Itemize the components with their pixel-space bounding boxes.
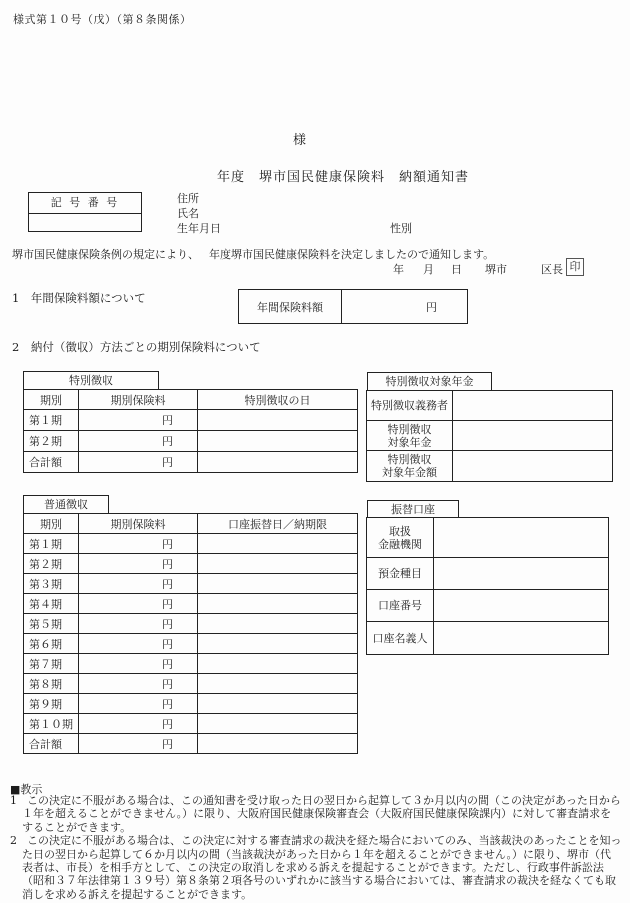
value-cell [434,518,609,558]
period-cell: 第１期 [24,410,79,431]
symbol-number-box [28,192,142,232]
table-row [24,410,358,431]
account-row-label [367,590,434,622]
table-row [24,634,358,654]
table-header-row [24,514,358,534]
city-label: 堺市 [485,263,507,276]
section1-heading: 1 年間保険料額について [12,291,146,305]
ordinary-collection-table [23,513,358,754]
table-row [367,391,613,421]
label-line: 対象年金額 [382,466,437,479]
form-code: 様式第１０号（戊）（第８条関係） [13,13,192,26]
date-cell [198,574,358,594]
amount-cell: 円 [79,534,198,554]
ward-mayor-label: 区長 [541,263,563,276]
transfer-account-table [366,517,609,655]
label-line: 口座番号 [378,599,422,612]
period-cell: 第３期 [24,574,79,594]
value-cell [453,451,613,482]
table-row [239,290,468,324]
col-date: 特別徴収の日 [198,390,358,410]
period-cell: 第２期 [24,431,79,452]
page-title: 年度 堺市国民健康保険料 納額通知書 [217,170,470,185]
symbol-number-label: 記 号 番 号 [29,193,141,214]
value-cell [434,590,609,622]
official-seal-icon: 印 [566,258,584,276]
date-cell [198,431,358,452]
table-row [24,574,358,594]
address-label: 住所 [177,192,199,205]
special-collection-table [23,389,358,473]
col-period: 期別 [24,514,79,534]
pension-tab: 特別徴収対象年金 [367,372,492,391]
date-cell [198,634,358,654]
amount-cell: 円 [79,634,198,654]
year-label: 年 [393,263,404,276]
amount-cell: 円 [79,674,198,694]
annual-premium-value: 円 [342,290,468,324]
amount-cell: 円 [79,431,198,452]
period-cell: 第５期 [24,614,79,634]
amount-cell: 円 [79,594,198,614]
special-collection-tab: 特別徴収 [23,371,159,390]
table-row [24,614,358,634]
instructions-block [10,794,622,901]
date-cell [198,714,358,734]
birthdate-label: 生年月日 [177,222,221,235]
date-cell [198,534,358,554]
date-cell [198,694,358,714]
date-cell [198,614,358,634]
transfer-account-tab: 振替口座 [367,500,459,518]
period-cell: 第４期 [24,594,79,614]
instruction-item [10,794,622,834]
table-row [24,714,358,734]
period-cell: 第８期 [24,674,79,694]
amount-cell: 円 [79,554,198,574]
account-row-label [367,622,434,655]
amount-cell: 円 [79,734,198,754]
table-row [24,594,358,614]
date-cell [198,410,358,431]
col-date: 口座振替日／納期限 [198,514,358,534]
table-row [24,452,358,473]
label-line: 対象年金 [387,435,432,449]
pension-row-label [367,451,453,482]
table-row [24,431,358,452]
table-row [367,622,609,655]
amount-cell: 円 [79,410,198,431]
table-row [24,554,358,574]
table-row [367,518,609,558]
account-row-label [367,558,434,590]
period-cell: 第６期 [24,634,79,654]
value-cell [453,391,613,421]
table-row [367,421,613,451]
col-amount: 期別保険料 [79,514,198,534]
pension-row-label [367,421,453,451]
value-cell [453,421,613,451]
instruction-text: この決定に不服がある場合は、この通知書を受け取った日の翌日から起算して３か月以内の間（この決定があった日から１年を超えることができません。）に限り、大阪府国民健康保険審査会（大阪府国民健康保険課内）に対して審査請求をすることができます。 [22,794,621,834]
period-cell: 第９期 [24,694,79,714]
label-line: 特別徴収義務者 [371,399,448,412]
instruction-number: 1 [10,794,17,807]
table-row [367,590,609,622]
annual-premium-table [238,289,468,324]
col-period: 期別 [24,390,79,410]
amount-cell: 円 [79,694,198,714]
month-label: 月 [423,263,434,276]
amount-cell: 円 [79,574,198,594]
label-line: 特別徴収 [387,422,432,436]
annual-premium-label: 年間保険料額 [239,290,342,324]
period-cell: 第１０期 [24,714,79,734]
label-line: 預金種目 [378,567,422,580]
day-label: 日 [451,263,462,276]
instruction-item [10,834,622,901]
label-line: 特別徴収 [387,453,432,466]
date-cell [198,594,358,614]
instruction-number: 2 [10,834,17,848]
table-row [24,674,358,694]
table-row [367,451,613,482]
table-row [24,694,358,714]
table-row [367,558,609,590]
table-row [24,654,358,674]
name-label: 氏名 [177,207,199,220]
table-row [24,534,358,554]
instruction-text: この決定に不服がある場合は、この決定に対する審査請求の裁決を経た場合においてのみ、当該裁決のあったことを知った日の翌日から起算して６か月以内の間（当該裁決があった日から１年を超えることができません。）に限り、堺市（代表者は、市長）を相手方として、この決定の取消しを求める訴えを提起することができます。ただし、行政事件訴訟法（昭和３７年法律第１３９号）第８条第２項各号のいずれかに該当する場合においては、審査請求の裁決を経なくても取消しを求める訴えを提起することができます。 [22,834,622,901]
label-line: 取扱 [389,524,411,538]
period-cell: 第１期 [24,534,79,554]
amount-cell: 円 [79,654,198,674]
gender-label: 性別 [390,222,412,235]
table-row [24,734,358,754]
date-cell [198,654,358,674]
account-row-label [367,518,434,558]
label-line: 口座名義人 [372,631,428,645]
value-cell [434,622,609,655]
date-cell [198,452,358,473]
date-cell [198,734,358,754]
pension-table [366,390,613,482]
col-amount: 期別保険料 [79,390,198,410]
symbol-number-value-cell [29,214,141,230]
period-cell: 第２期 [24,554,79,574]
pension-row-label [367,391,453,421]
amount-cell: 円 [79,614,198,634]
amount-cell: 円 [79,714,198,734]
notice-intro-text: 堺市国民健康保険条例の規定により、 [12,248,199,261]
table-header-row [24,390,358,410]
period-cell: 合計額 [24,734,79,754]
recipient-honorific: 様 [293,133,307,148]
period-cell: 第７期 [24,654,79,674]
date-cell [198,554,358,574]
notice-body-text: 年度堺市国民健康保険料を決定しましたので通知します。 [209,248,495,261]
value-cell [434,558,609,590]
instructions-heading: ■教示 [10,783,43,796]
section2-heading: 2 納付（徴収）方法ごとの期別保険料について [12,340,261,354]
amount-cell: 円 [79,452,198,473]
label-line: 金融機関 [378,537,422,551]
ordinary-collection-tab: 普通徴収 [23,495,109,514]
date-cell [198,674,358,694]
period-cell: 合計額 [24,452,79,473]
